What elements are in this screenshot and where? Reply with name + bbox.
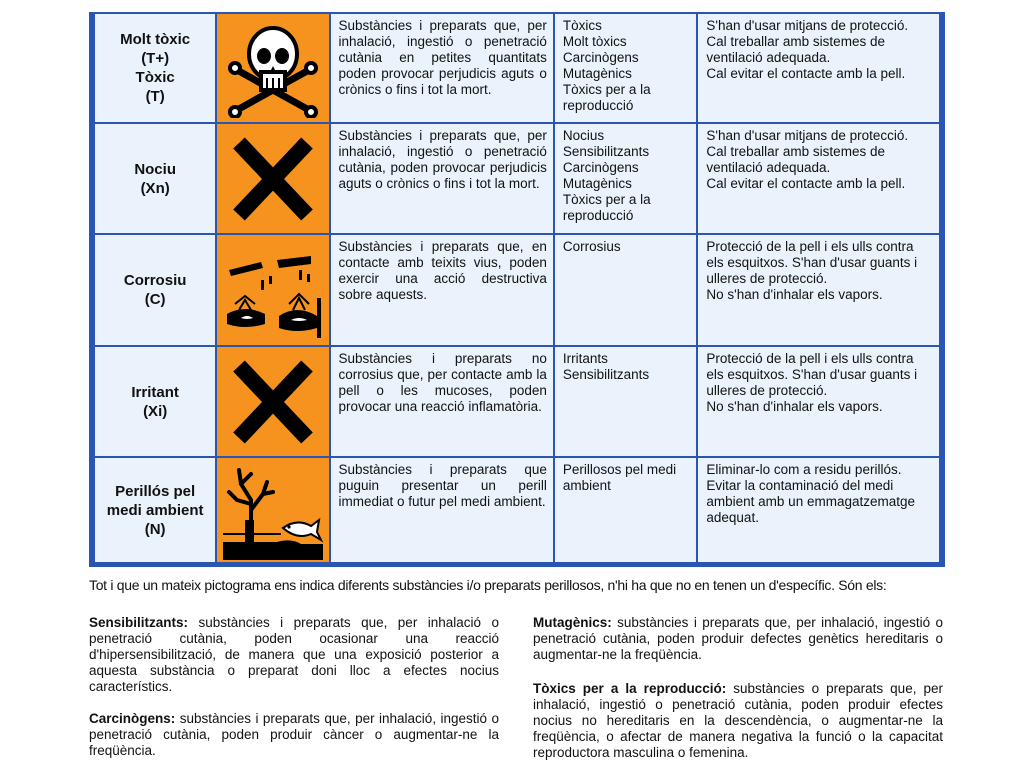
saltire-cross-icon [223, 129, 323, 229]
precaution-item: No s'han d'inhalar els vapors. [706, 399, 883, 414]
category-item: Nocius [562, 128, 605, 143]
category-item: Mutagènics [562, 66, 632, 81]
table-row [94, 457, 940, 563]
categories-cell [554, 234, 698, 346]
category-item: Sensibilitzants [562, 367, 650, 382]
description-cell [330, 346, 554, 457]
intro-text: Tot i que un mateix pictograma ens indica diferents substàncies i/o preparats perillosos, n'hi ha que no en tenen un d'específic. Són els: [89, 577, 887, 593]
hazard-name-line: Molt tòxic [120, 31, 191, 48]
definition-term: Carcinògens: [89, 711, 176, 726]
hazard-description: Substàncies i preparats que, per inhalació, ingestió o penetració cutània en petites quantitats poden provocar perjudicis aguts o crònics o fins i tot la mort. [338, 18, 547, 97]
definition-term: Tòxics per a la reproducció: [533, 681, 727, 696]
definition-toxics-reproduccio [533, 681, 943, 761]
category-item: Tòxics [562, 18, 602, 33]
description-cell [330, 13, 554, 123]
precaution-item: Cal treballar amb sistemes de ventilació adequada. [706, 34, 885, 65]
categories-cell [554, 346, 698, 457]
saltire-cross-icon [223, 352, 323, 452]
dead-tree-fish-icon [221, 460, 325, 560]
description-cell [330, 457, 554, 563]
precaution-item: S'han d'usar mitjans de protecció. [706, 18, 909, 33]
pictogram-cell [216, 13, 329, 123]
definition-term: Mutagènics: [533, 615, 612, 630]
categories-cell [554, 123, 698, 234]
pictogram-cell [216, 457, 329, 563]
hazard-name-cell [94, 123, 216, 234]
hazard-code: (Xn) [140, 179, 170, 197]
definition-text: substàncies i preparats que, per inhalació o penetració cutània, poden ocasionar una reacció d'hipersensibilització, de manera que una exposició posterior a aquesta substància o preparat doni lloc a efectes nocius característics. [89, 615, 499, 694]
precautions-cell [697, 123, 940, 234]
definition-text: substàncies i preparats que, per inhalació, ingestió o penetració cutània, poden produir càncer o augmentar-ne la freqüència. [89, 711, 499, 758]
hazard-table-frame [89, 12, 945, 567]
hazard-name-line: Corrosiu [123, 272, 187, 289]
table-row [94, 123, 940, 234]
hazard-name-cell [94, 457, 216, 563]
hazard-name-line: Irritant [131, 383, 179, 401]
definition-carcinogens [89, 711, 499, 759]
description-cell [330, 123, 554, 234]
category-item: Carcinògens [562, 50, 639, 65]
precaution-item: Cal evitar el contacte amb la pell. [706, 66, 906, 81]
category-item: Molt tòxics [562, 34, 627, 49]
precaution-item: No s'han d'inhalar els vapors. [706, 287, 883, 302]
table-row [94, 234, 940, 346]
category-item: Sensibilitzants [562, 144, 650, 159]
hazard-code: (N) [144, 520, 166, 538]
definition-sensibilitzants [89, 615, 499, 695]
hazard-code: (T) [145, 88, 165, 105]
hazard-name-line: Tòxic [135, 69, 175, 86]
precaution-item: Protecció de la pell i els ulls contra els esquitxos. S'han d'usar guants i ulleres de protecció. [706, 351, 918, 398]
category-item: Corrosius [562, 239, 621, 254]
hazard-code: (T+) [141, 50, 170, 67]
description-cell [330, 234, 554, 346]
definition-text: substàncies i preparats que, per inhalació, ingestió o penetració cutània, poden produir defectes genètics hereditaris o augmentar-ne la freqüència. [533, 615, 943, 662]
category-item: Carcinògens [562, 160, 639, 175]
corrosion-icon [221, 240, 325, 340]
hazard-name-cell [94, 346, 216, 457]
precautions-cell [697, 457, 940, 563]
precaution-item: S'han d'usar mitjans de protecció. [706, 128, 909, 143]
hazard-name-cell [94, 234, 216, 346]
hazard-table [93, 12, 941, 564]
precaution-item: Evitar la contaminació del medi ambient amb un emmagatzematge adequat. [706, 478, 916, 525]
hazard-description: Substàncies i preparats que, en contacte amb teixits vius, poden exercir una acció destructiva sobre aquests. [338, 239, 547, 302]
skull-crossbones-icon [223, 18, 323, 118]
precaution-item: Cal evitar el contacte amb la pell. [706, 176, 906, 191]
precautions-cell [697, 13, 940, 123]
categories-cell [554, 13, 698, 123]
category-item: Tòxics per a la reproducció [562, 192, 651, 223]
hazard-description: Substàncies i preparats que, per inhalació, ingestió o penetració cutània, poden provocar perjudicis aguts o crònics o fins i tot la mort. [338, 128, 547, 191]
definition-term: Sensibilitzants: [89, 615, 189, 630]
hazard-description: Substàncies i preparats no corrosius que, per contacte amb la pell o les mucoses, poden provocar una reacció inflamatòria. [338, 351, 547, 414]
table-row [94, 13, 940, 123]
definition-mutagenics [533, 615, 943, 663]
precautions-cell [697, 234, 940, 346]
hazard-code: (C) [144, 291, 166, 308]
precaution-item: Protecció de la pell i els ulls contra els esquitxos. S'han d'usar guants i ulleres de protecció. [706, 239, 918, 286]
hazard-code: (Xi) [143, 402, 168, 420]
hazard-name-cell [94, 13, 216, 123]
hazard-name-line: Perillós pel [115, 482, 196, 500]
hazard-name-line: Nociu [134, 160, 176, 178]
pictogram-cell [216, 123, 329, 234]
pictogram-cell [216, 234, 329, 346]
category-item: Perillosos pel medi ambient [562, 462, 677, 493]
hazard-description: Substàncies i preparats que puguin presentar un perill immediat o futur pel medi ambient. [338, 462, 547, 509]
categories-cell [554, 457, 698, 563]
category-item: Mutagènics [562, 176, 632, 191]
precautions-cell [697, 346, 940, 457]
precaution-item: Cal treballar amb sistemes de ventilació adequada. [706, 144, 885, 175]
table-row [94, 346, 940, 457]
category-item: Tòxics per a la reproducció [562, 82, 651, 113]
hazard-name-line: medi ambient [106, 501, 204, 519]
precaution-item: Eliminar-lo com a residu perillós. [706, 462, 902, 477]
definition-text: substàncies o preparats que, per inhalació, ingestió o penetració cutània, poden produir efectes nocius no hereditaris en la descendència, o augmentar-ne la freqüència, o afectar de manera negativa la funció o la capacitat reproductora masculina o femenina. [533, 681, 943, 760]
category-item: Irritants [562, 351, 608, 366]
pictogram-cell [216, 346, 329, 457]
